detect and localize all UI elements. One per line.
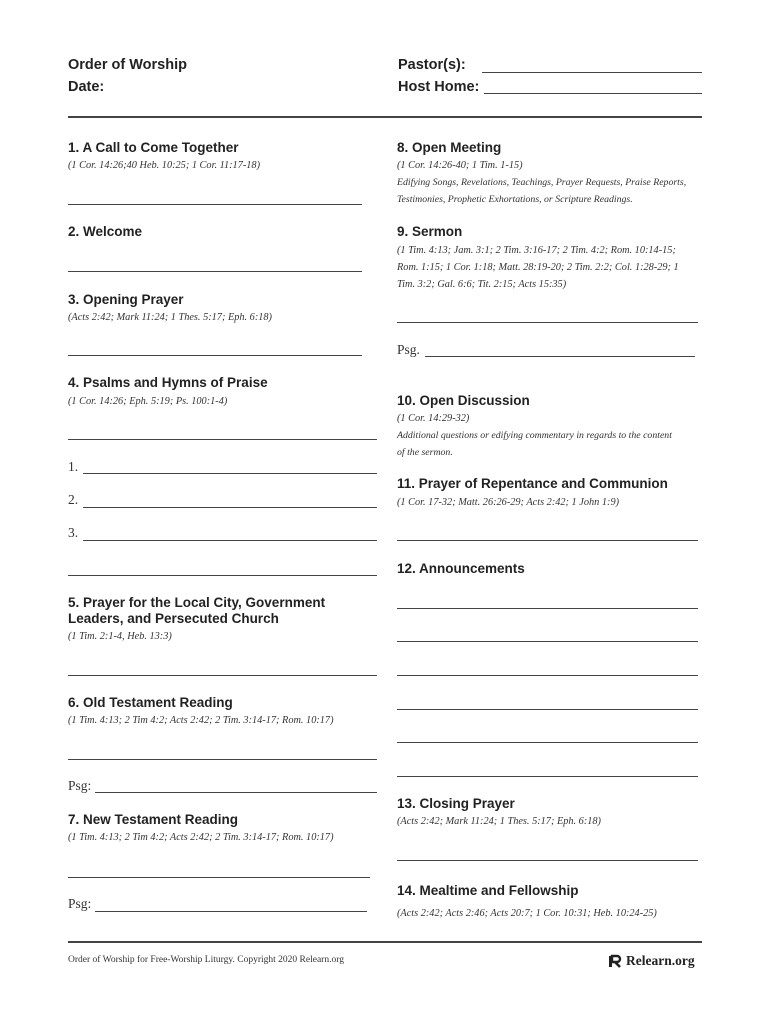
section-title-announcements: 12. Announcements — [397, 561, 525, 576]
hymn-number: 2. — [68, 492, 79, 507]
section-title-sermon: 9. Sermon — [397, 224, 463, 239]
hymn-field[interactable] — [83, 473, 377, 474]
host-home-field[interactable] — [484, 93, 702, 94]
section-title-welcome: 2. Welcome — [68, 224, 143, 239]
date-label: Date: — [68, 79, 105, 95]
opening-prayer-notes-line[interactable] — [68, 355, 362, 356]
sermon-psg-field[interactable] — [425, 356, 695, 357]
brand-name: Relearn.org — [626, 953, 695, 968]
section-title-prayer-city-cont: Leaders, and Persecuted Church — [68, 611, 279, 626]
announcement-line[interactable] — [397, 776, 698, 777]
footer-copyright: Order of Worship for Free-Worship Liturgy. Copyright 2020 Relearn.org — [68, 955, 344, 965]
section-ref-fellowship: (Acts 2:42; Acts 2:46; Acts 20:7; 1 Cor. 10:31; Heb. 10:24-25) — [397, 908, 657, 919]
footer-divider — [68, 941, 702, 943]
call-notes-line[interactable] — [68, 204, 362, 205]
section-title-nt-reading: 7. New Testament Reading — [68, 812, 239, 827]
section-ref-prayer-city: (1 Tim. 2:1-4, Heb. 13:3) — [68, 631, 172, 642]
announcement-line[interactable] — [397, 608, 698, 609]
nt-psg-label: Psg: — [68, 896, 92, 911]
section-ref-sermon: (1 Tim. 4:13; Jam. 3:1; 2 Tim. 3:16-17; 2 Tim. 4:2; Rom. 10:14-15; — [397, 245, 676, 256]
section-title-prayer-city: 5. Prayer for the Local City, Government — [68, 595, 326, 610]
ot-psg-field[interactable] — [95, 792, 377, 793]
section-title-psalms: 4. Psalms and Hymns of Praise — [68, 375, 268, 390]
prayer-city-notes-line[interactable] — [68, 675, 377, 676]
relearn-logo-icon — [608, 954, 622, 968]
ot-reading-notes-line[interactable] — [68, 759, 377, 760]
welcome-notes-line[interactable] — [68, 271, 362, 272]
hymn-field[interactable] — [83, 507, 377, 508]
open-meeting-desc-cont: Testimonies, Prophetic Exhortations, or Scripture Readings. — [397, 194, 633, 205]
section-ref-nt-reading: (1 Tim. 4:13; 2 Tim 4:2; Acts 2:42; 2 Tim. 3:14-17; Rom. 10:17) — [68, 832, 334, 843]
open-meeting-desc: Edifying Songs, Revelations, Teachings, Prayer Requests, Praise Reports, — [397, 177, 687, 188]
nt-psg-field[interactable] — [95, 911, 367, 912]
section-ref-call: (1 Cor. 14:26;40 Heb. 10:25; 1 Cor. 11:17-18) — [68, 160, 260, 171]
section-title-fellowship: 14. Mealtime and Fellowship — [397, 883, 579, 898]
open-discussion-desc-cont: of the sermon. — [397, 447, 453, 458]
ot-psg-label: Psg: — [68, 778, 92, 793]
section-title-closing-prayer: 13. Closing Prayer — [397, 796, 515, 811]
page-title: Order of Worship — [68, 57, 187, 73]
psalms-notes-line[interactable] — [68, 439, 377, 440]
section-ref-sermon-cont: Tim. 3:2; Gal. 6:6; Tit. 2:15; Acts 15:35) — [397, 279, 567, 290]
psalms-extra-line[interactable] — [68, 575, 377, 576]
section-title-ot-reading: 6. Old Testament Reading — [68, 695, 233, 710]
section-ref-repentance: (1 Cor. 17-32; Matt. 26:26-29; Acts 2:42; 1 John 1:9) — [397, 497, 620, 508]
hymn-number: 1. — [68, 459, 79, 474]
closing-prayer-notes-line[interactable] — [397, 860, 698, 861]
section-ref-open-discussion: (1 Cor. 14:29-32) — [397, 413, 470, 424]
brand-logo — [608, 952, 702, 970]
announcement-line[interactable] — [397, 709, 698, 710]
nt-reading-notes-line[interactable] — [68, 877, 370, 878]
section-title-open-meeting: 8. Open Meeting — [397, 140, 502, 155]
section-title-opening-prayer: 3. Opening Prayer — [68, 292, 184, 307]
repentance-notes-line[interactable] — [397, 540, 698, 541]
section-ref-sermon-cont: Rom. 1:15; 1 Cor. 1:18; Matt. 28:19-20; 2 Tim. 2:2; Col. 1:28-29; 1 — [397, 262, 679, 273]
section-ref-open-meeting: (1 Cor. 14:26-40; 1 Tim. 1-15) — [397, 160, 523, 171]
pastor-field[interactable] — [482, 72, 702, 73]
section-title-repentance: 11. Prayer of Repentance and Communion — [397, 476, 668, 491]
header-divider — [68, 116, 702, 118]
hymn-number: 3. — [68, 525, 79, 540]
announcement-line[interactable] — [397, 675, 698, 676]
section-ref-ot-reading: (1 Tim. 4:13; 2 Tim 4:2; Acts 2:42; 2 Tim. 3:14-17; Rom. 10:17) — [68, 715, 334, 726]
section-ref-psalms: (1 Cor. 14:26; Eph. 5:19; Ps. 100:1-4) — [68, 396, 228, 407]
section-ref-opening-prayer: (Acts 2:42; Mark 11:24; 1 Thes. 5:17; Eph. 6:18) — [68, 312, 272, 323]
hymn-field[interactable] — [83, 540, 377, 541]
section-ref-closing-prayer: (Acts 2:42; Mark 11:24; 1 Thes. 5:17; Eph. 6:18) — [397, 816, 601, 827]
announcement-line[interactable] — [397, 742, 698, 743]
host-home-label: Host Home: — [398, 79, 480, 95]
pastor-label: Pastor(s): — [398, 57, 466, 73]
sermon-psg-label: Psg. — [397, 342, 420, 357]
section-title-call: 1. A Call to Come Together — [68, 140, 239, 155]
announcement-line[interactable] — [397, 641, 698, 642]
section-title-open-discussion: 10. Open Discussion — [397, 393, 530, 408]
sermon-notes-line[interactable] — [397, 322, 698, 323]
open-discussion-desc: Additional questions or edifying commentary in regards to the content — [397, 430, 672, 441]
